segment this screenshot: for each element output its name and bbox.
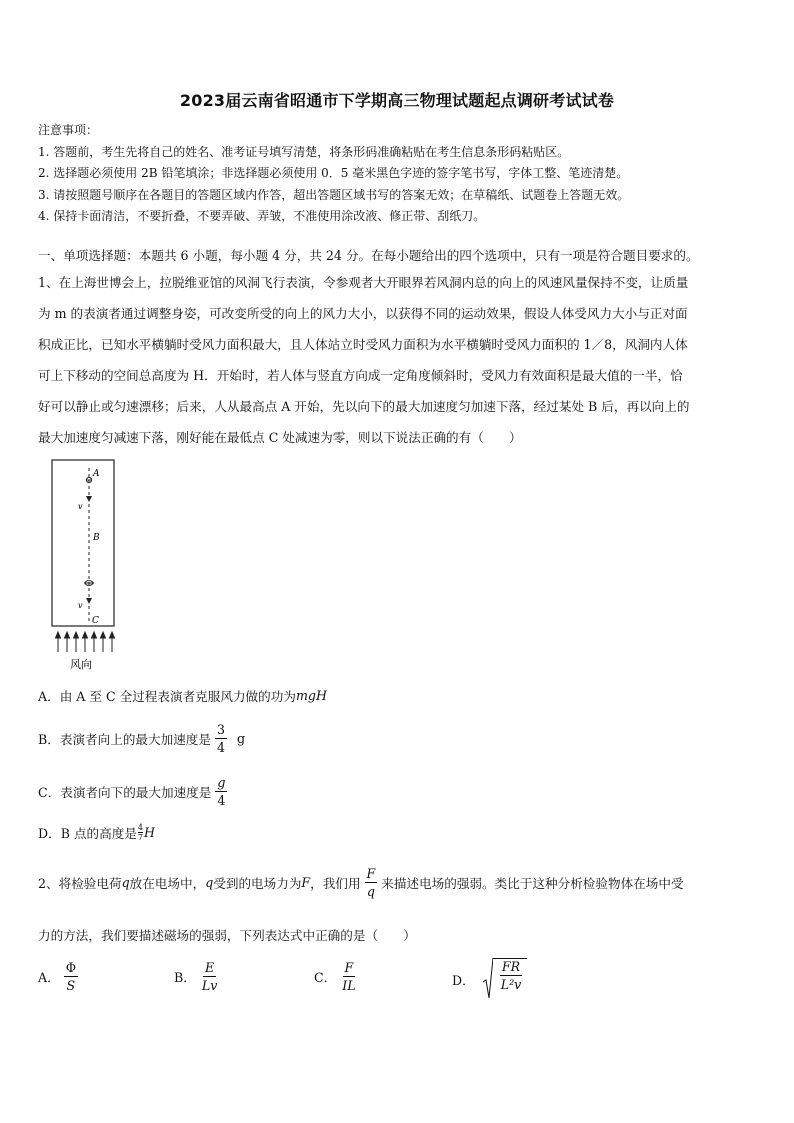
option-label: D． <box>452 972 475 988</box>
notes-section <box>38 120 768 228</box>
fraction-numerator: FR <box>501 959 521 974</box>
option-text: g <box>237 731 246 746</box>
fraction-denominator: 4 <box>216 740 225 755</box>
option-text: A．由 A 至 C 全过程表演者克服风力做的功为 <box>38 689 296 704</box>
question-text-line: 最大加速度匀减速下落，刚好能在最低点 C 处减速为零，则以下说法正确的有（ ） <box>38 430 522 445</box>
option-text: B．表演者向上的最大加速度是 <box>38 732 211 747</box>
option-math: mgH <box>295 688 327 703</box>
fraction-denominator: L²v <box>500 977 522 992</box>
notes-item: 4. 保持卡面清洁，不要折叠，不要弄破、弄皱，不准使用涂改液、修正带、刮纸刀。 <box>38 209 486 223</box>
down-arrow-icon <box>86 598 92 604</box>
option-d <box>452 958 527 1000</box>
fraction-numerator: F <box>366 866 376 881</box>
fraction <box>138 823 143 842</box>
notes-item: 1. 答题前，考生先将自己的姓名、准考证号填写清楚，将条形码准确粘贴在考生信息条形码粘贴区。 <box>38 144 570 159</box>
fraction-denominator: 4 <box>217 793 226 808</box>
fraction-numerator: g <box>217 775 226 790</box>
radical-sign-icon <box>483 958 493 1000</box>
notes-heading: 注意事项： <box>38 123 99 137</box>
wind-direction-label: 风向 <box>70 658 92 671</box>
wind-arrows <box>56 632 115 652</box>
fraction <box>499 959 524 992</box>
question-text-line: 好可以静止或匀速漂移；后来，人从最高点 A 开始，先以向下的最大加速度匀加速下落，经过某处 B 后，再以向上的 <box>38 399 690 414</box>
page-title: 2023届云南省昭通市下学期高三物理试题起点调研考试试卷 <box>179 91 615 110</box>
fraction-numerator: 4 <box>137 823 144 832</box>
question-text-line: 为 m 的表演者通过调整身姿，可改变所受的向上的风力大小，以获得不同的运动效果，假设人体受风力大小与正对面 <box>38 306 688 321</box>
wind-tunnel-figure <box>37 456 133 674</box>
question-text-line: 2、将检验电荷 q 放在电场中， q 受到的电场力为 F ，我们用 $\frac{F}{q}$ 来描述电场的强弱。类比于这种分析检验物体在场中受 <box>38 866 684 899</box>
point-label-a: A <box>93 469 100 479</box>
option-math: H <box>144 825 155 840</box>
fraction-numerator: Φ <box>65 960 77 975</box>
fraction <box>200 960 219 993</box>
option-a <box>38 686 327 705</box>
option-c <box>38 775 231 808</box>
point-label-c: C <box>92 616 99 626</box>
fraction-numerator: F <box>344 960 354 975</box>
option-label: C． <box>314 970 337 985</box>
option-b <box>174 960 223 993</box>
fraction <box>340 960 357 993</box>
fraction-numerator: E <box>205 960 215 975</box>
point-label-b: B <box>93 533 100 543</box>
wind-tunnel-diagram <box>37 456 133 674</box>
option-text: C．表演者向下的最大加速度是 <box>38 785 212 800</box>
question-text-line: 可上下移动的空间总高度为 H．开始时，若人体与竖直方向成一定角度倾斜时，受风力有效面积是最大值的一半，恰 <box>38 368 683 383</box>
fraction-denominator: Lv <box>201 978 218 993</box>
fraction-numerator: 3 <box>216 722 225 737</box>
fraction-denominator: q <box>366 884 375 899</box>
square-root <box>483 958 528 1000</box>
option-d <box>38 823 155 842</box>
fraction <box>215 722 227 755</box>
question-text-line: 积成正比，已知水平横躺时受风力面积最大，且人体站立时受风力面积为水平横躺时受风力面积的 1／8，风洞内人体 <box>38 337 688 352</box>
question-text-line: 1、在上海世博会上，拉脱维亚馆的风洞飞行表演，令参观者大开眼界若风洞内总的向上的风速风量保持不变，让质量 <box>38 275 689 290</box>
notes-item: 3. 请按照题号顺序在各题目的答题区域内作答，超出答题区域书写的答案无效；在草稿纸、试题卷上答题无效。 <box>38 187 630 202</box>
option-text: D．B 点的高度是 <box>38 826 137 841</box>
option-c <box>314 960 362 993</box>
option-label: A． <box>38 970 60 985</box>
fraction-denominator: 7 <box>137 833 144 842</box>
velocity-label: v <box>78 502 83 511</box>
fraction <box>64 960 78 993</box>
fraction-denominator: S <box>66 978 76 993</box>
section-heading: 一、单项选择题：本题共 6 小题，每小题 4 分，共 24 分。在每小题给出的四个选项中，只有一项是符合题目要求的。 <box>38 248 699 263</box>
fraction <box>365 866 378 899</box>
question-text-line: 力的方法，我们要描述磁场的强弱，下列表达式中正确的是（ ） <box>38 928 416 943</box>
option-a <box>38 960 82 993</box>
notes-item: 2. 选择题必须使用 2B 铅笔填涂；非选择题必须使用 0．5 毫米黑色字迹的签字笔书写，字体工整、笔迹清楚。 <box>38 166 629 180</box>
option-b <box>38 722 245 755</box>
tunnel-outline <box>52 460 114 626</box>
velocity-label: v <box>78 601 83 610</box>
option-label: B． <box>174 970 196 985</box>
down-arrow-icon <box>86 496 92 502</box>
fraction-denominator: IL <box>342 978 356 993</box>
fraction <box>215 775 227 808</box>
